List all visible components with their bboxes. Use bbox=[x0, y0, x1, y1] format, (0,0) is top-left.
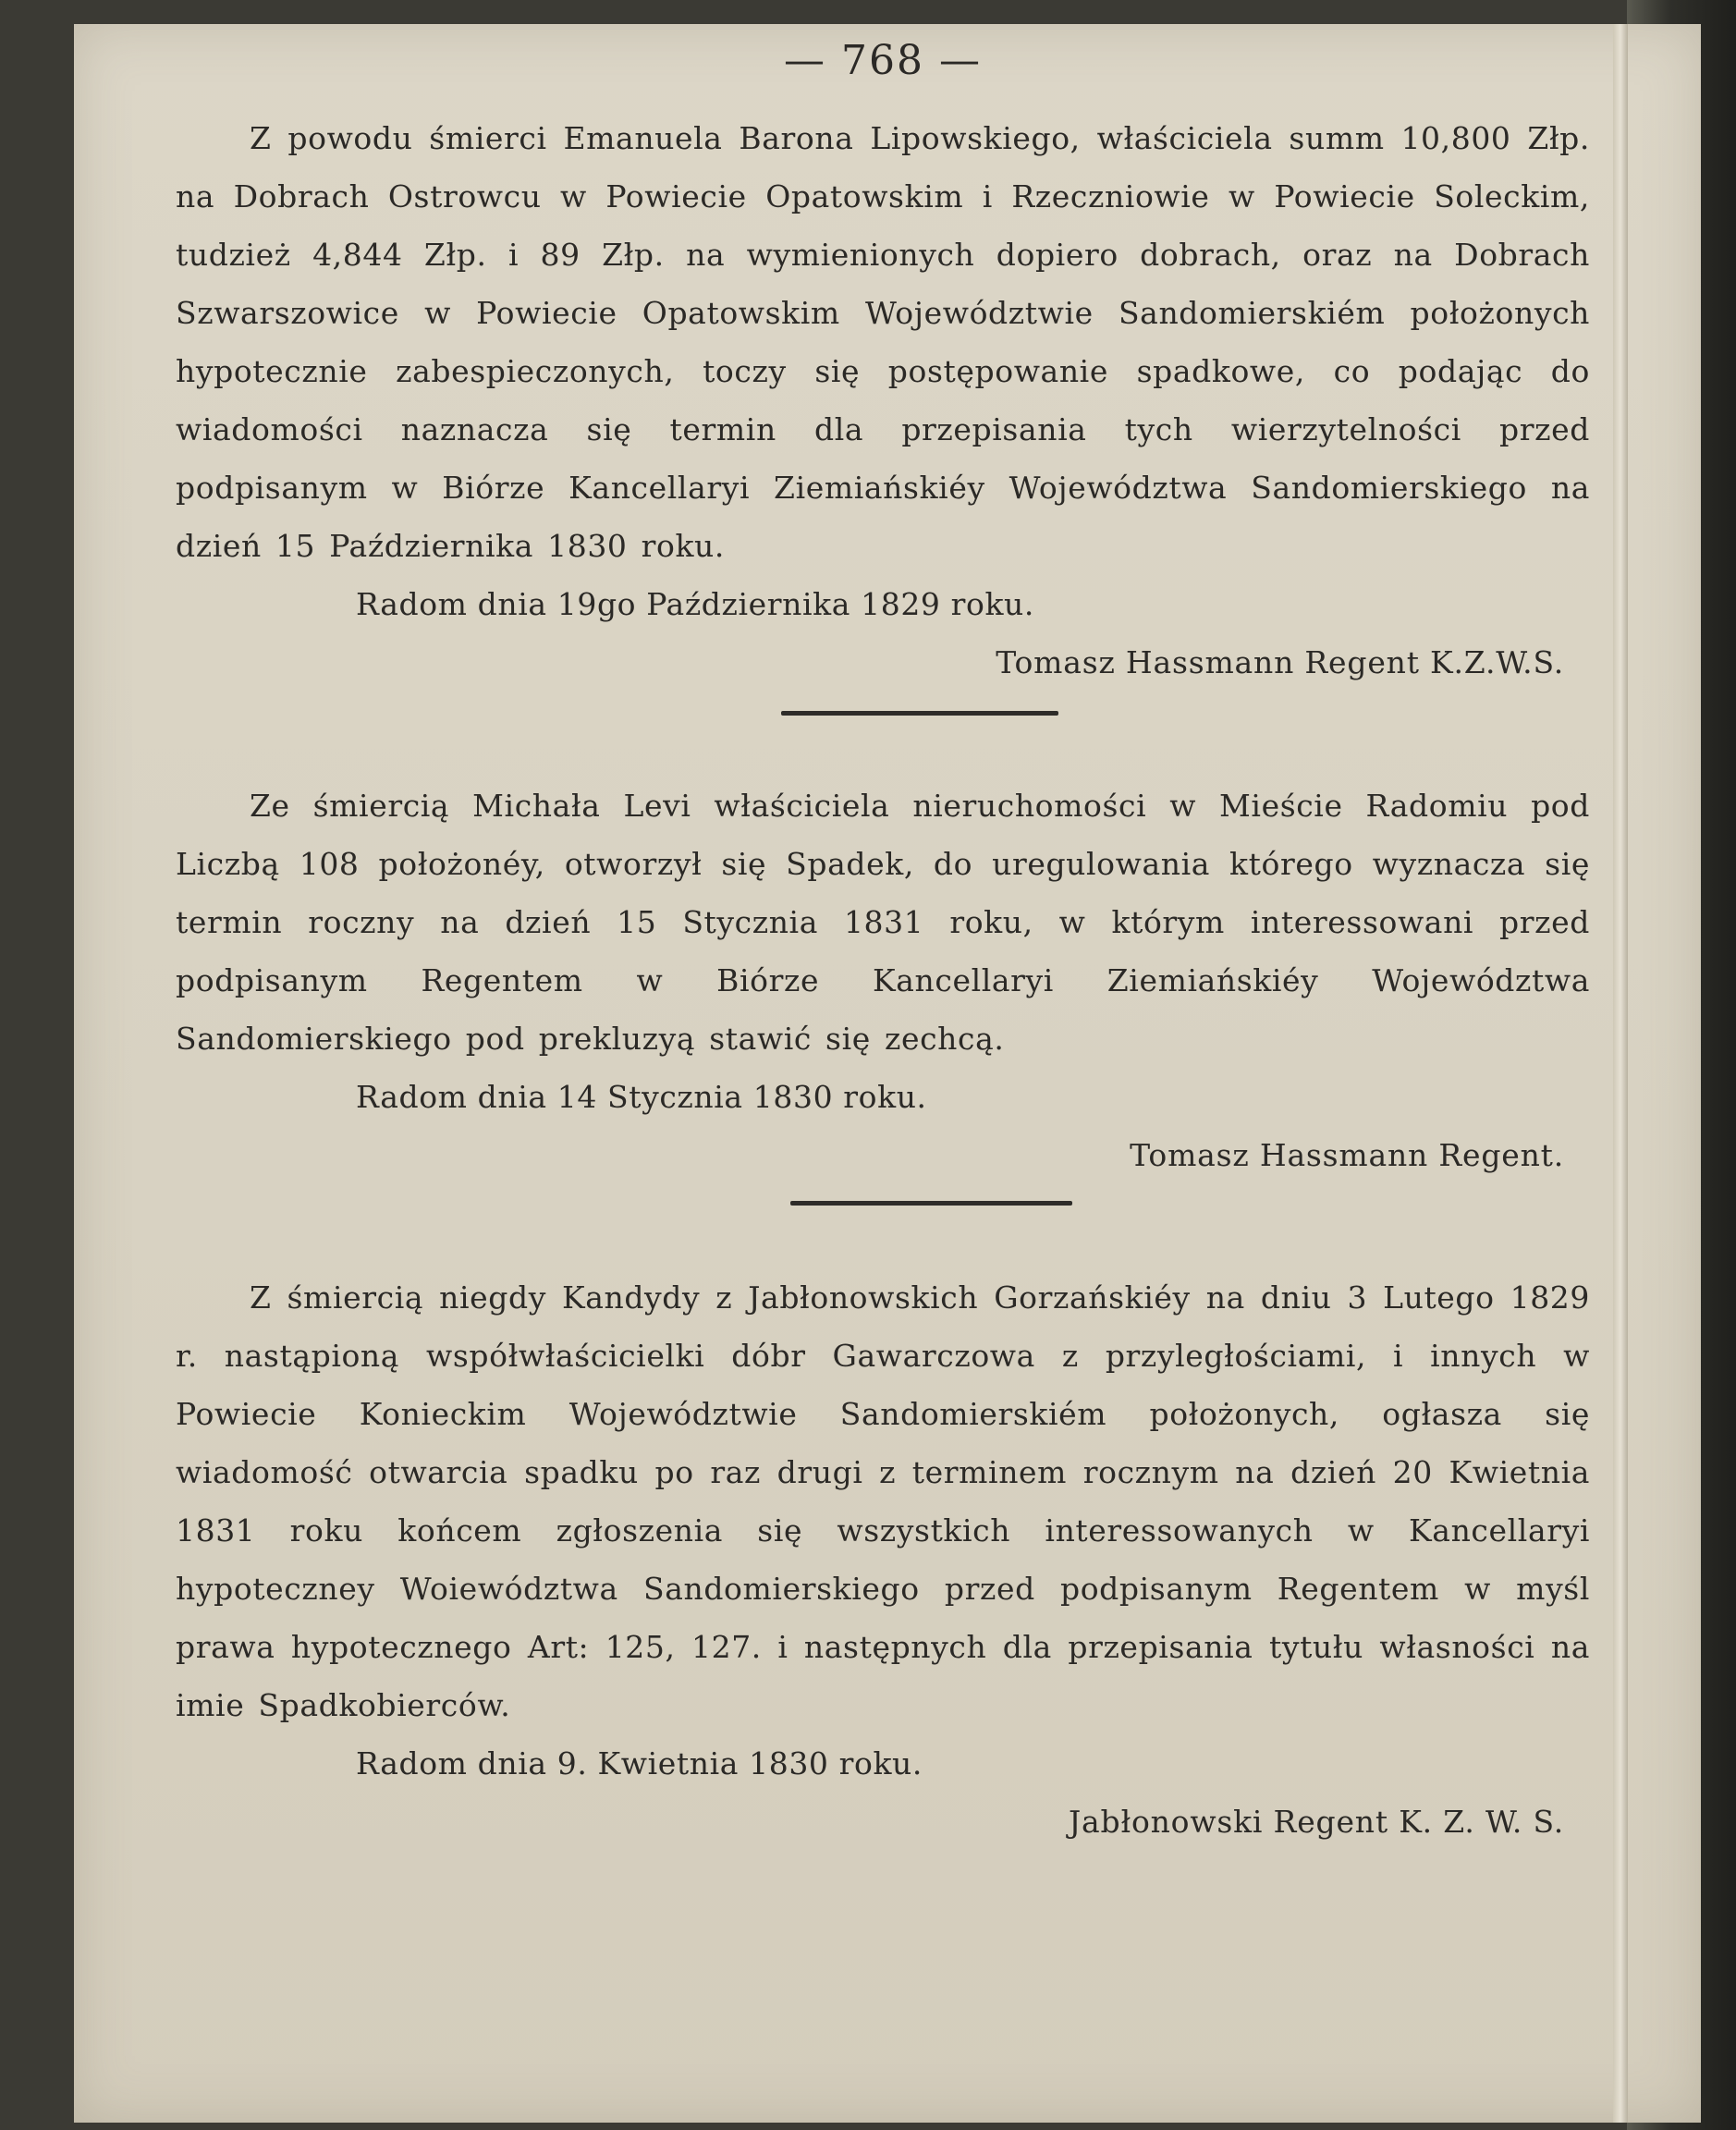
section-divider bbox=[790, 1201, 1072, 1206]
page-number: — 768 — bbox=[784, 37, 982, 84]
section-divider bbox=[781, 711, 1058, 716]
notice-body: Z śmiercią niegdy Kandydy z Jabłonowskich Gorzańskiéy na dniu 3 Lutego 1829 r. nastąpioną współwłaścicielki dóbr Gawarczowa z przyległościami, i innych w Powiecie Konieckim Województwie Sandomierskiém położonych, ogłasza się wiadomość otwarcia spadku po raz drugi z terminem rocznym na dzień 20 Kwietnia 1831 roku końcem zgłoszenia się wszystkich interessowanych w Kancellaryi hypoteczney Woiewództwa Sandomierskiego przed podpisanym Regentem w myśl prawa hypotecznego Art: 125, 127. i następnych dla przepisania tytułu własności na imie Spadkobierców. bbox=[176, 1279, 1590, 1723]
notice-body: Z powodu śmierci Emanuela Barona Lipowskiego, właściciela summ 10,800 Złp. na Dobrach Ostrowcu w Powiecie Opatowskim i Rzeczniowie w Powiecie Soleckim, tudzież 4,844 Złp. i 89 Złp. na wymienionych dopiero dobrach, oraz na Dobrach Szwarszowice w Powiecie Opatowskim Województwie Sandomierskiém położonych hypotecznie zabespieczonych, toczy się postępowanie spadkowe, co podając do wiadomości naznacza się termin dla przepisania tych wierzytelności przed podpisanym w Biórze Kancellaryi Ziemiańskiéy Województwa Sandomierskiego na dzień 15 Października 1830 roku. bbox=[176, 120, 1590, 564]
notice-text bbox=[176, 1268, 1590, 1734]
notice-1 bbox=[176, 109, 1590, 692]
notice-text bbox=[176, 109, 1590, 575]
notice-date: Radom dnia 9. Kwietnia 1830 roku. bbox=[356, 1745, 923, 1781]
notice-signature: Tomasz Hassmann Regent. bbox=[1130, 1137, 1564, 1173]
notice-3 bbox=[176, 1268, 1590, 1851]
notice-date: Radom dnia 19go Października 1829 roku. bbox=[356, 586, 1034, 622]
notice-date: Radom dnia 14 Stycznia 1830 roku. bbox=[356, 1079, 927, 1115]
notice-signature: Jabłonowski Regent K. Z. W. S. bbox=[1069, 1804, 1564, 1840]
notice-text bbox=[176, 777, 1590, 1068]
notice-signature: Tomasz Hassmann Regent K.Z.W.S. bbox=[996, 644, 1564, 680]
notice-2 bbox=[176, 777, 1590, 1184]
page-edge bbox=[1613, 24, 1628, 2123]
notice-body: Ze śmiercią Michała Levi właściciela nieruchomości w Mieście Radomiu pod Liczbą 108 położonéy, otworzył się Spadek, do uregulowania którego wyznacza się termin roczny na dzień 15 Stycznia 1831 roku, w którym interessowani przed podpisanym Regentem w Biórze Kancellaryi Ziemiańskiéy Województwa Sandomierskiego pod prekluzyą stawić się zechcą. bbox=[176, 788, 1590, 1057]
